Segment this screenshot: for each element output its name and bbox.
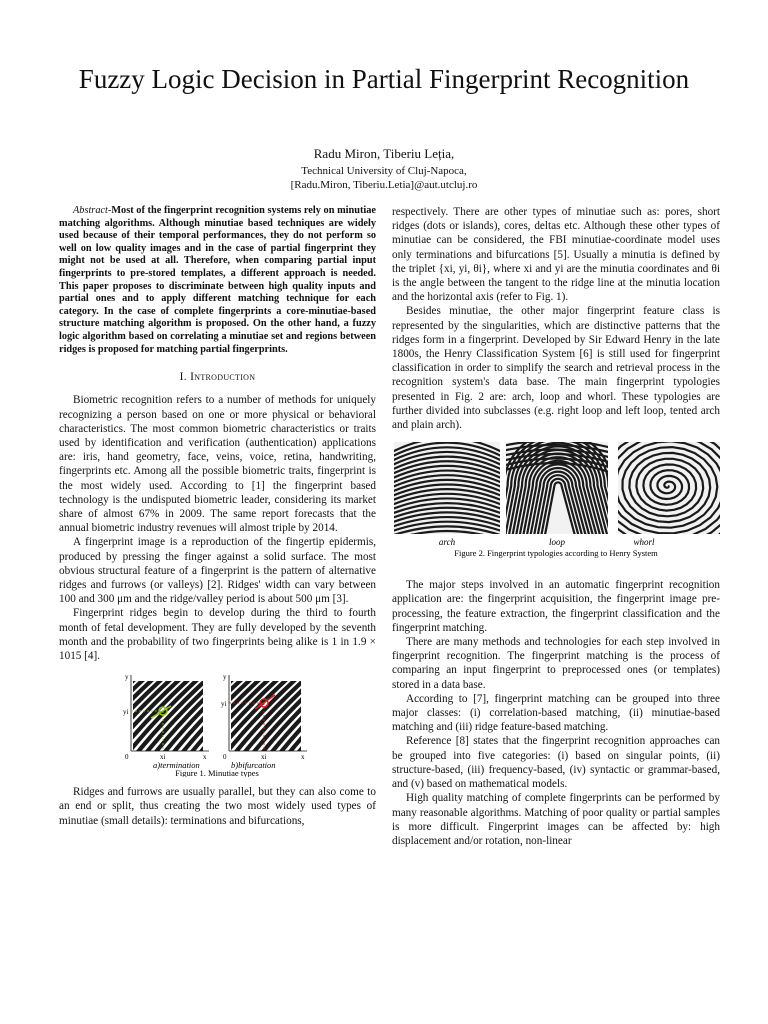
fig1b-xi-label: xi	[261, 753, 267, 762]
fig1a-x-label: x	[203, 753, 207, 762]
loop-fingerprint-image	[494, 442, 626, 538]
right-paragraph-3: The major steps involved in an automatic fingerprint recognition application are: the fingerprint acquisition, the fingerprint image pre-processing, the feature extraction, the fingerprint classification and the fingerprint matching.	[392, 579, 720, 634]
intro-paragraph-2: A fingerprint image is a reproduction of the fingertip epidermis, produced by pressing the finger against a solid surface. The most obvious structural feature of a fingerprint is the pattern of alternative ridges and furrows (or valleys) [2]. Ridges' width can vary between 100 and 300 μm and the ridge/valley period is about 500 μm [3].	[59, 536, 376, 606]
section-heading-introduction: I. Introduction	[179, 371, 256, 384]
ridge-line	[316, 679, 376, 753]
right-paragraph-1: respectively. There are other types of minutiae such as: pores, short ridges (dots or islands), cores, deltas etc. Although these other types of minutiae can be considered, the FBI minutiae-coordinate model uses only terminations and bifurcations [5]. Usually a minutia is defined by the triplet {xi, yi, θi}, where xi and yi are the minutia coordinates and θi is the angle between the tangent to the ridge line at the minutia location and the horizontal axis (refer to Fig. 1).	[392, 206, 720, 304]
fig1a-xi-label: xi	[160, 753, 166, 762]
fig1a-origin-label: 0	[125, 753, 129, 762]
ridge-line	[334, 679, 376, 753]
figure-1-minutiae	[59, 671, 376, 777]
abstract-label: Abstract-	[73, 205, 112, 216]
ridge-line	[298, 679, 368, 753]
right-paragraph-5: According to [7], fingerprint matching can be grouped into three major classes: (i) correlation-based matching, (ii) minutiae-based matching and (iii) ridge feature-based matching.	[392, 692, 720, 734]
intro-paragraph-4: Ridges and furrows are usually parallel, but they can also come to an end or split, thus creating the two most widely used types of minutiae (small details): terminations and bifurcations,	[59, 786, 376, 827]
fig1-label-bifurcation: b)bifurcation	[231, 760, 276, 771]
ridge-line	[59, 679, 117, 753]
fig1a-y-label: y	[125, 673, 129, 682]
right-paragraph-4: There are many methods and technologies for each step involved in fingerprint recognition. The fingerprint matching is the process of comparing an input fingerprint to preprocessed ones (or templates) stored in a data base.	[392, 636, 720, 691]
ridge-line	[65, 679, 135, 753]
ridge-line	[325, 679, 376, 753]
fig2-label-whorl: whorl	[633, 537, 655, 548]
left-column	[59, 205, 376, 828]
paper-authors: Radu Miron, Tiberiu Leția,	[313, 146, 455, 161]
fig2-label-loop: loop	[548, 537, 566, 548]
fig1a-yi-label: yi	[123, 708, 129, 717]
fig1b-y-label: y	[223, 673, 227, 682]
intro-paragraph-1: Biometric recognition refers to a number of methods for uniquely recognizing a person based on one or more physical or behavioral characteristics. The most common biometric characteristics or traits used by identification and verification (authentication) applications are: iris, hand geometry, face, veins, voice, retina, handwriting, fingerprints etc. Among all the possible biometric traits, fingerprint is the most widely used. According to [1] the fingerprint based technology is the undisputed biometric leader, considering its market share of almost 67% in 2009. The same report forecasts that the annual biometric industry revenues will almost triple by 2014.	[59, 394, 376, 535]
author-email: [Radu.Miron, Tiberiu.Letia]@aut.utcluj.ro	[290, 179, 478, 191]
paper-title: Fuzzy Logic Decision in Partial Fingerprint Recognition	[78, 64, 690, 94]
right-paragraph-2: Besides minutiae, the other major fingerprint feature class is represented by the singularities, which are distinctive patterns that the ridges form in a fingerprint. Developed by Sir Edward Henry in the late 1800s, the Henry Classification System [6] is still used for fingerprint classification in order to simplify the search and retrieval process in the recognition system's data base. The main fingerprint typologies presented in Fig. 2 are: arch, loop and whorl. These typologies are further divided into subclasses (e.g. right loop and left loop, tented arch and plain arch).	[392, 305, 720, 432]
ridge-line	[59, 679, 126, 753]
fig1b-x-label: x	[301, 753, 305, 762]
figure-1-caption: Figure 1. Minutiae types	[175, 768, 259, 778]
right-column	[392, 205, 720, 848]
figure-1-graphic	[59, 671, 376, 777]
figure-2-fingerprint-types	[392, 442, 720, 570]
ridge-line	[307, 679, 376, 753]
right-paragraph-7: High quality matching of complete fingerprints can be performed by many reasonable algorithms. Matching of poor quality or partial samples is more difficult. Fingerprint images can be affected by: high displacement and/or rotation, non-linear	[392, 792, 720, 847]
arch-fingerprint-image	[392, 442, 502, 544]
figure-2-caption: Figure 2. Fingerprint typologies according to Henry System	[454, 548, 658, 559]
abstract-text: Most of the fingerprint recognition systems rely on minutiae matching algorithms. Although minutiae based techniques are widely used because of their temporal performances, they do not perform so well on low quality images and in the case of partial fingerprint they might not be used at all. Therefore, when comparing partial input fingerprints to pre-stored templates, a different approach is needed. This paper proposes to discriminate between high quality inputs and partial ones and to apply different matching technique for each category. In the case of complete fingerprints a core-minutiae-based structure matching algorithm is proposed. On the other hand, a fuzzy logic algorithm based on correlating a minutiae set and regions between ridges is proposed for matching partial fingerprints.	[59, 205, 376, 355]
right-paragraph-6: Reference [8] states that the fingerprint recognition approaches can be grouped into five categories: (i) based on singular points, (ii) structure-based, (iii) frequency-based, (iv) syntactic or grammar-based, and (v) based on mathematical models.	[392, 735, 720, 791]
affiliation-block	[0, 164, 768, 192]
fig1-label-termination: a)termination	[153, 760, 200, 771]
abstract	[59, 205, 376, 356]
affiliation: Technical University of Cluj-Napoca,	[301, 165, 467, 177]
fig2-label-arch: arch	[438, 537, 456, 548]
figure-2-graphic	[392, 442, 720, 570]
fig1b-yi-label: yi	[221, 700, 227, 709]
intro-paragraph-3: Fingerprint ridges begin to develop during the third to fourth month of fetal development. They are fully developed by the seventh month and the probability of two fingerprints being alike is 1 in 1.9 × 1015 [4].	[59, 607, 376, 662]
fig1b-origin-label: 0	[223, 753, 227, 762]
